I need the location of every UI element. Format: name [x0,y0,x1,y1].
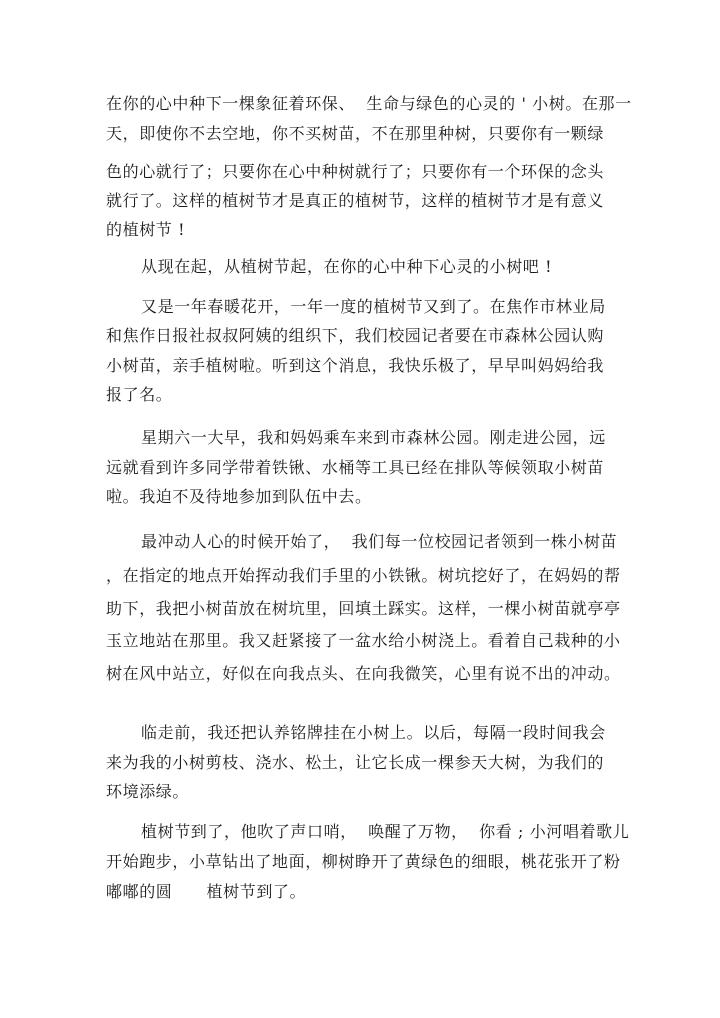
text-line: 嘟嘟的圆 植树节到了。 [106,882,307,901]
text-line: 植树节到了，他吹了声口哨， 唤醒了万物， 你看 ; 小河唱着歌儿 [141,822,630,841]
text-line: 树在风中站立，好似在向我点头、在向我微笑，心里有说不出的冲动。 [106,664,621,683]
text-line: 色的心就行了；只要你在心中种树就行了；只要你有一个环保的念头 [106,162,605,181]
text-line: 天，即使你不去空地，你不买树苗，不在那里种树，只要你有一颗绿 [106,124,605,143]
text-line: 星期六一大早，我和妈妈乘车来到市森林公园。刚走进公园，远 [141,428,606,447]
text-line: 来为我的小树剪枝、浇水、松土，让它长成一棵参天大树，为我们的 [106,753,605,772]
text-line: 在你的心中种下一棵象征着环保、 生命与绿色的心灵的 ' 小树。在那一 [106,94,632,113]
text-line: 啦。我迫不及待地参加到队伍中去。 [106,487,372,506]
text-line: 又是一年春暖花开，一年一度的植树节又到了。在焦作市林业局 [141,297,606,316]
text-line: 报了名。 [106,385,173,404]
text-line: 和焦作日报社叔叔阿姨的组织下，我们校园记者要在市森林公园认购 [106,326,605,345]
text-line: 助下，我把小树苗放在树坑里，回填土踩实。这样，一棵小树苗就亭亭 [106,599,621,618]
text-line: 临走前，我还把认养铭牌挂在小树上。以后，每隔一段时间我会 [141,723,606,742]
text-line: ，在指定的地点开始挥动我们手里的小铁锹。树坑挖好了，在妈妈的帮 [106,566,621,585]
text-line: 最冲动人心的时候开始了， 我们每一位校园记者领到一株小树苗 [141,532,618,551]
text-line: 小树苗，亲手植树啦。听到这个消息，我快乐极了，早早叫妈妈给我 [106,356,605,375]
text-line: 从现在起，从植树节起，在你的心中种下心灵的小树吧 ! [141,257,553,276]
text-line: 的植树节 ! [106,220,186,239]
text-line: 开始跑步，小草钻出了地面，柳树睁开了黄绿色的细眼，桃花张开了粉 [106,852,621,871]
text-line: 就行了。这样的植树节才是真正的植树节，这样的植树节才是有意义 [106,191,605,210]
text-line: 玉立地站在那里。我又赶紧接了一盆水给小树浇上。看着自己栽种的小 [106,631,621,650]
text-line: 环境添绿。 [106,782,190,801]
text-line: 远就看到许多同学带着铁锹、水桶等工具已经在排队等候领取小树苗 [106,458,605,477]
